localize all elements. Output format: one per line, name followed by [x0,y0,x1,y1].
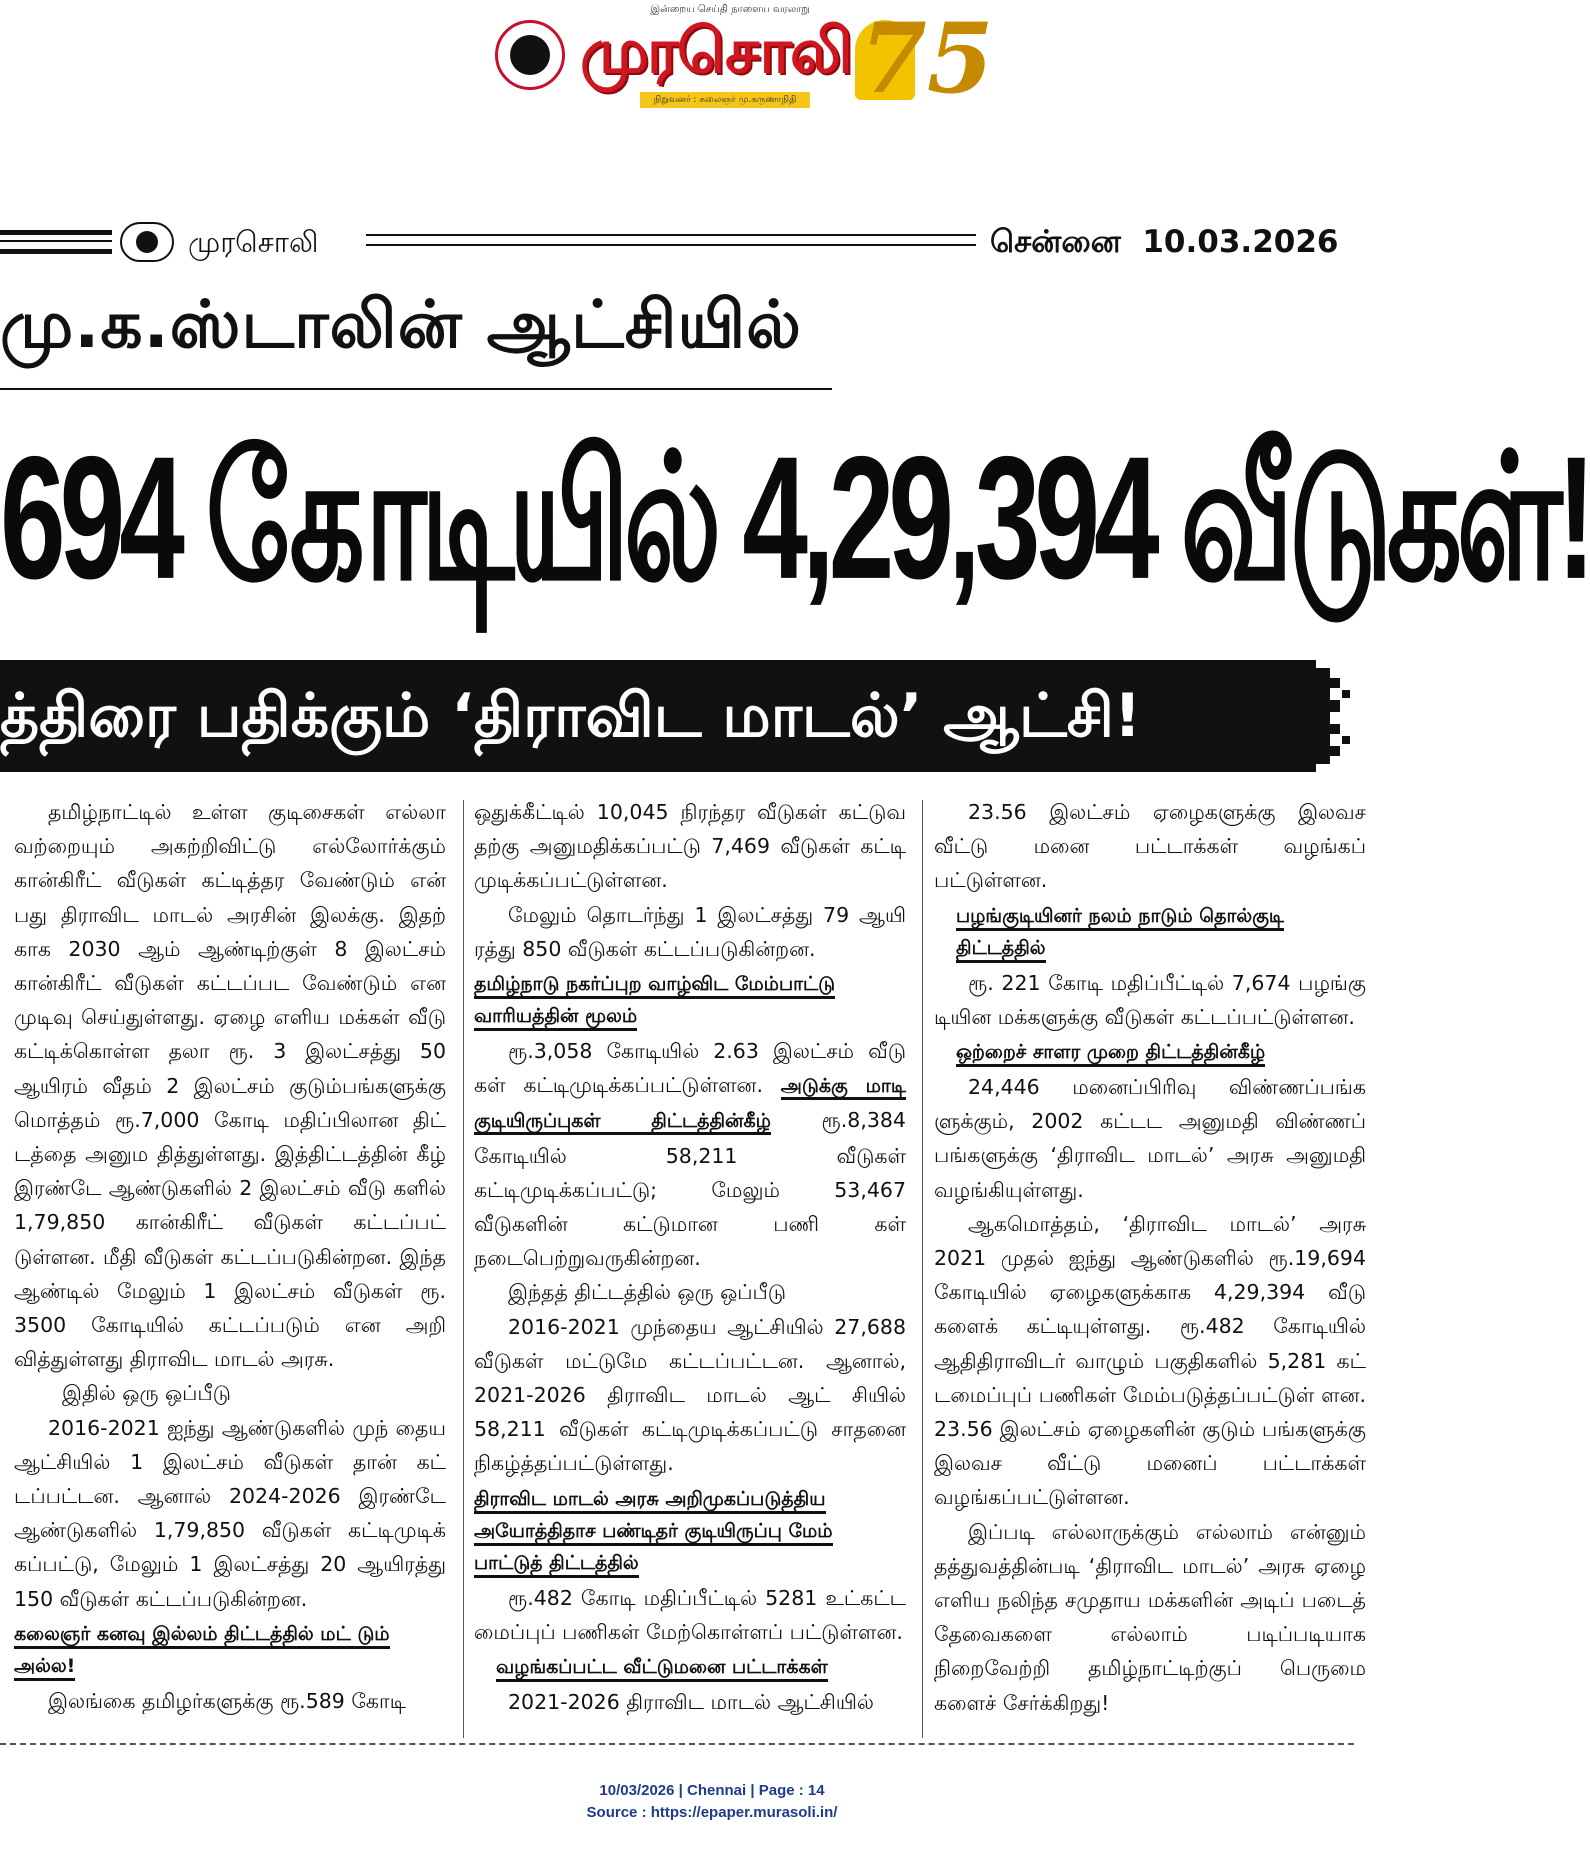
bar-rule-right [366,234,976,236]
section-bar [0,222,1424,262]
footer-rule [0,1743,1354,1745]
article-paragraph: தமிழ்நாட்டில் உள்ள குடிசைகள் எல்லா வற்றையும் அகற்றிவிட்டு எல்லோர்க்கும் கான்கிரீட் வீடுகள் கட்டித்தர வேண்டும் என் பது திராவிட மாடல் அரசின் இலக்கு. இதற் காக 2030 ஆம் ஆண்டிற்குள் 8 இலட்சம் கான்கிரீட் வீடுகள் கட்டப்பட வேண்டும் என முடிவு செய்துள்ளது. ஏழை எளிய மக்கள் வீடு கட்டிக்கொள்ள தலா ரூ. 3 இலட்சத்து 50 ஆயிரம் வீதம் 2 இலட்சம் குடும்பங்களுக்கு மொத்தம் ரூ.7,000 கோடி மதிப்பிலான திட் டத்தை அனும தித்துள்ளது. இத்திட்டத்தின் கீழ் இரண்டே ஆண்டுகளில் 2 இலட்சம் வீடு களில் 1,79,850 கான்கிரீட் வீடுகள் கட்டப்பட் டுள்ளன. மீதி வீடுகள் கட்டப்படுகின்றன. இந்த ஆண்டில் மேலும் 1 இலட்சம் வீடுகள் ரூ. 3500 கோடியில் கட்டப்படும் என அறி வித்துள்ளது திராவிட மாடல் அரசு. [14,800,446,1372]
article-paragraph: ரூ.3,058 கோடியில் 2.63 இலட்சம் வீடு கள் கட்டிமுடிக்கப்பட்டுள்ளன. அடுக்கு மாடி குடியிருப்புகள் திட்டத்தின்கீழ் ரூ.8,384 கோடியில் 58,211 வீடுகள் கட்டிமுடிக்கப்பட்டு; மேலும் 53,467 வீடுகளின் கட்டுமான பணி கள் நடைபெற்றுவருகின்றன. [474,1039,906,1271]
article-subhead: வழங்கப்பட்ட வீட்டுமனை பட்டாக்கள் [474,1651,906,1683]
anniversary-badge: 75 [860,2,994,115]
article-column-3 [934,795,1366,1720]
section-name: முரசொலி [188,225,319,259]
masthead-subtitle: நிறுவனர் : கலைஞர் மு.கருணாநிதி [640,92,810,108]
article-paragraph: இந்தத் திட்டத்தில் ஒரு ஒப்பீடு [508,1280,787,1305]
edition-date [990,222,1338,262]
deck-text: த்திரை பதிக்கும் ‘திராவிட மாடல்’ ஆட்சி! [0,681,1142,751]
article-paragraph: இப்படி எல்லாருக்கும் எல்லாம் என்னும் தத்துவத்தின்படி ‘திராவிட மாடல்’ அரசு ஏழை எளிய நலிந்த சமுதாய மக்களின் அடிப் படைத் தேவைகளை எல்லாம் படிப்படியாக நிறைவேற்றி தமிழ்நாட்டிற்குப் பெருமை களைச் சேர்க்கிறது! [934,1519,1366,1715]
footer-source-link[interactable]: Source : https://epaper.murasoli.in/ [586,1804,838,1821]
inline-subhead: அடுக்கு மாடி குடியிருப்புகள் திட்டத்தின்கீழ் [474,1075,906,1135]
article-paragraph: ரூ.482 கோடி மதிப்பீட்டில் 5281 உட்கட்ட மைப்புப் பணிகள் மேற்கொள்ளப் பட்டுள்ளன. [474,1585,906,1644]
article-paragraph: 2021-2026 திராவிட மாடல் ஆட்சியில் [508,1690,874,1715]
article-subhead: கலைஞர் கனவு இல்லம் திட்டத்தில் மட் டும் அல்ல! [14,1618,446,1682]
edition-date-value: 10.03.2026 [1142,224,1339,260]
headline-kicker: மு.க.ஸ்டாலின் ஆட்சியில் [0,286,802,363]
article-paragraph: 2016-2021 முந்தைய ஆட்சியில் 27,688 வீடுகள் மட்டுமே கட்டப்பட்டன. ஆனால், 2021-2026 திராவிட மாடல் ஆட் சியில் 58,211 வீடுகள் கட்டிமுடிக்கப்பட்டு சாதனை நிகழ்த்தப்பட்டுள்ளது. [474,1314,906,1476]
masthead-seal-icon [495,20,565,90]
column-divider [922,800,923,1738]
footer-page-info: 10/03/2026 | Chennai | Page : 14 [599,1782,825,1799]
article-paragraph: 24,446 மனைப்பிரிவு விண்ணப்பங்க ளுக்கும், 2002 கட்டட அனுமதி விண்ணப் பங்களுக்கு ‘திராவிட மாடல்’ அரசு அனுமதி வழங்கியுள்ளது. [934,1075,1366,1202]
masthead-tagline: இன்றைய செய்தி நாளைய வரலாறு [650,4,810,15]
article-paragraph: இலங்கை தமிழர்களுக்கு ரூ.589 கோடி [48,1688,407,1713]
article-paragraph: ஆகமொத்தம், ‘திராவிட மாடல்’ அரசு 2021 முதல் ஐந்து ஆண்டுகளில் ரூ.19,694 கோடியில் ஏழைகளுக்காக 4,29,394 வீடு களைக் கட்டியுள்ளது. ரூ.482 கோடியில் ஆதிதிராவிடர் வாழும் பகுதிகளில் 5,281 கட் டமைப்புப் பணிகள் மேம்படுத்தப்பட்டுள் ளன. 23.56 இலட்சம் ஏழைகளின் குடும் பங்களுக்கு இலவச வீட்டு மனைப் பட்டாக்கள் வழங்கப்பட்டுள்ளன. [934,1211,1366,1510]
article-paragraph: இதில் ஒரு ஒப்பீடு [62,1381,231,1406]
deck-banner [0,660,1316,772]
masthead [0,0,1424,120]
article-subhead: பழங்குடியினர் நலம் நாடும் தொல்குடி திட்டத்தில் [934,900,1366,964]
column-divider [463,800,464,1738]
main-headline: 694 கோடியில் 4,29,394 வீடுகள்! [0,420,1590,617]
edition-city: சென்னை [990,224,1121,260]
article-subhead: ஒற்றைச் சாளர முறை திட்டத்தின்கீழ் [934,1036,1366,1068]
article-column-1 [14,795,446,1718]
kicker-rule [0,388,832,390]
deck-pixel-edge [1316,660,1356,772]
article-subhead: தமிழ்நாடு நகர்ப்புற வாழ்விட மேம்பாட்டு வாரியத்தின் மூலம் [474,968,906,1032]
bar-rule-left [0,230,112,235]
murasoli-logo-icon [120,222,174,262]
article-paragraph: 2016-2021 ஐந்து ஆண்டுகளில் முந் தைய ஆட்சியில் 1 இலட்சம் வீடுகள் தான் கட் டப்பட்டன. ஆனால் 2024-2026 இரண்டே ஆண்டுகளில் 1,79,850 வீடுகள் கட்டிமுடிக் கப்பட்டு, மேலும் 1 இலட்சத்து 20 ஆயிரத்து 150 வீடுகள் கட்டப்படுகின்றன. [14,1415,446,1611]
masthead-title[interactable]: முரசொலி [580,14,851,87]
article-paragraph: ரூ. 221 கோடி மதிப்பீட்டில் 7,674 பழங்கு டியின மக்களுக்கு வீடுகள் கட்டப்பட்டுள்ளன. [934,970,1366,1029]
article-subhead: திராவிட மாடல் அரசு அறிமுகப்படுத்திய அயோத்திதாச பண்டிதர் குடியிருப்பு மேம் பாட்டுத் திட்டத்தில் [474,1483,906,1579]
article-column-2 [474,795,906,1719]
article-paragraph: 23.56 இலட்சம் ஏழைகளுக்கு இலவச வீட்டு மனை பட்டாக்கள் வழங்கப் பட்டுள்ளன. [934,800,1366,893]
article-paragraph: மேலும் தொடர்ந்து 1 இலட்சத்து 79 ஆயி ரத்து 850 வீடுகள் கட்டப்படுகின்றன. [474,902,906,961]
article-paragraph: ஒதுக்கீட்டில் 10,045 நிரந்தர வீடுகள் கட்டுவ தற்கு அனுமதிக்கப்பட்டு 7,469 வீடுகள் கட்டி முடிக்கப்பட்டுள்ளன. [474,800,906,893]
